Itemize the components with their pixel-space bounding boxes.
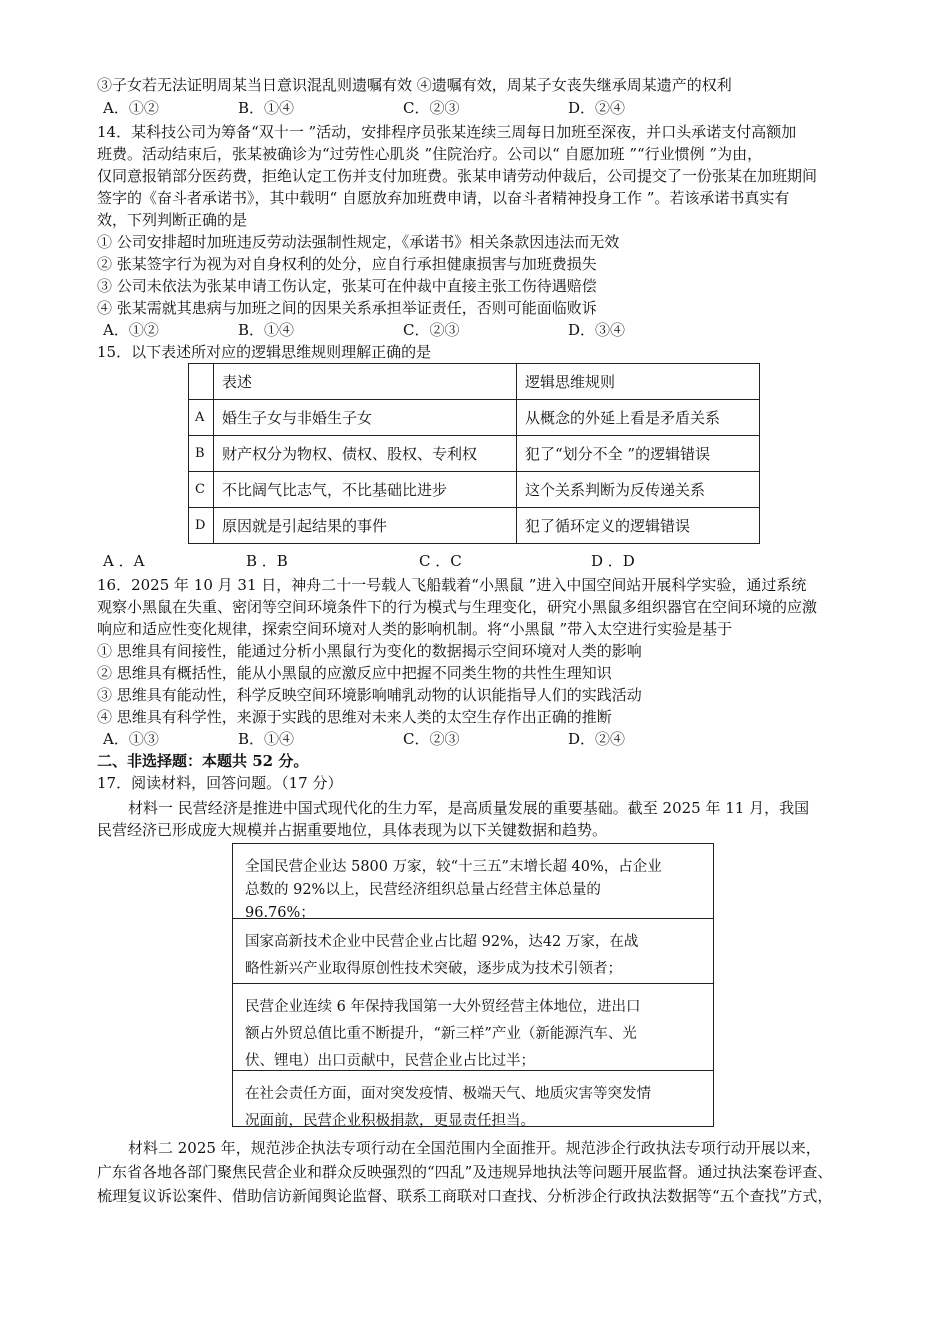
material2-line: 梳理复议诉讼案件、借助信访新闻舆论监督、联系工商联对口查找、分析涉企行政执法数据等“五个查找”方式， [97,1187,833,1205]
q13-item-line: ③子女若无法证明周某当日意识混乱则遗嘱有效 ④遗嘱有效，周某子女丧失继承周某遗产的权利 [97,76,732,94]
q14-item-4: ④ 张某需就其患病与加班之间的因果关系承担举证责任，否则可能面临败诉 [97,299,597,317]
q15-option-c: C ．C [419,552,462,570]
table-row [189,400,760,436]
table-row [189,472,760,508]
table-header-cell: 逻辑思维规则 [517,364,760,400]
data-box-line: 略性新兴产业取得原创性技术突破，逐步成为技术引领者； [245,961,622,977]
q17-stem: 17．阅读材料，回答问题。（17 分） [97,774,343,792]
q15-option-a: A ．A [103,552,145,570]
table-cell: 财产权分为物权、债权、股权、专利权 [214,436,517,472]
data-box [232,843,714,919]
material2-line: 广东省各地各部门聚焦民营企业和群众反映强烈的“四乱”及违规异地执法等问题开展监督。通过执法案卷评查、 [97,1163,833,1181]
q14-option-c: C．②③ [403,321,460,339]
table-cell: 从概念的外延上看是矛盾关系 [517,400,760,436]
q14-stem-line: 仅同意报销部分医药费，拒绝认定工伤并支付加班费。张某申请劳动仲裁后，公司提交了一份张某在加班期间 [97,167,818,185]
data-box-line: 国家高新技术企业中民营企业占比超 92%，达42 万家，在战 [245,934,639,950]
q16-item-3: ③ 思维具有能动性，科学反映空间环境影响哺乳动物的认识能指导人们的实践活动 [97,686,642,704]
q14-item-3: ③ 公司未依法为张某申请工伤认定，张某可在仲裁中直接主张工伤待遇赔偿 [97,277,597,295]
q14-stem-line: 效，下列判断正确的是 [97,211,248,229]
q15-stem: 15．以下表述所对应的逻辑思维规则理解正确的是 [97,343,432,361]
q14-item-2: ② 张某签字行为视为对自身权利的处分，应自行承担健康损害与加班费损失 [97,255,597,273]
data-box [232,918,714,984]
data-box-line: 况面前，民营企业积极捐款，更显责任担当。 [245,1113,535,1129]
q16-stem-line: 观察小黑鼠在失重、密闭等空间环境条件下的行为模式与生理变化，研究小黑鼠多组织器官在空间环境的应激 [97,598,818,616]
q16-item-4: ④ 思维具有科学性，来源于实践的思维对未来人类的太空生存作出正确的推断 [97,708,612,726]
q14-option-a: A．①② [103,321,159,339]
data-box-line: 96.76%； [245,905,315,921]
material1-line: 民营经济已形成庞大规模并占据重要地位，具体表现为以下关键数据和趋势。 [97,821,608,839]
table-cell: 不比阔气比志气，不比基础比进步 [214,472,517,508]
q13-option-a: A．①② [103,99,159,117]
q14-stem-line: 14．某科技公司为筹备“双十一 ”活动，安排程序员张某连续三周每日加班至深夜，并口头承诺支付高额加 [97,123,797,141]
q16-option-b: B．①④ [238,730,295,748]
data-box-line: 民营企业连续 6 年保持我国第一大外贸经营主体地位，进出口 [245,999,641,1015]
data-box [232,1070,714,1127]
q15-table [188,363,760,544]
table-row [189,508,760,544]
table-cell: C [189,472,214,508]
material2-line: 材料二 2025 年，规范涉企执法专项行动在全国范围内全面推开。规范涉企行政执法专项行动开展以来， [128,1139,821,1157]
data-box-line: 总数的 92%以上，民营经济组织总量占经营主体总量的 [245,882,601,898]
data-box-line: 额占外贸总值比重不断提升，“新三样”产业（新能源汽车、光 [245,1026,637,1042]
data-box [232,983,714,1071]
table-cell: 原因就是引起结果的事件 [214,508,517,544]
table-cell: 这个关系判断为反传递关系 [517,472,760,508]
section-title: 二、非选择题：本题共 52 分。 [97,752,309,770]
q15-option-b: B ．B [246,552,288,570]
table-cell: 犯了循环定义的逻辑错误 [517,508,760,544]
q14-option-b: B．①④ [238,321,295,339]
table-header-cell: 表述 [214,364,517,400]
q14-stem-line: 班费。活动结束后，张某被确诊为“过劳性心肌炎 ”住院治疗。公司以“ 自愿加班 ”“行业惯例 ”为由， [97,145,763,163]
data-box-line: 全国民营企业达 5800 万家，较“十三五”末增长超 40%，占企业 [245,859,662,875]
q14-option-d: D．③④ [568,321,626,339]
q15-option-d: D ．D [591,552,635,570]
table-cell: D [189,508,214,544]
q16-item-1: ① 思维具有间接性，能通过分析小黑鼠行为变化的数据揭示空间环境对人类的影响 [97,642,642,660]
table-cell: B [189,436,214,472]
q16-option-d: D．②④ [568,730,626,748]
q16-option-a: A．①③ [103,730,159,748]
q16-item-2: ② 思维具有概括性，能从小黑鼠的应激反应中把握不同类生物的共性生理知识 [97,664,612,682]
q14-item-1: ① 公司安排超时加班违反劳动法强制性规定，《承诺书》相关条款因违法而无效 [97,233,620,251]
data-box-line: 在社会责任方面，面对突发疫情、极端天气、地质灾害等突发情 [245,1086,651,1102]
q16-stem-line: 16．2025 年 10 月 31 日，神舟二十一号载人飞船载着“小黑鼠 ”进入中国空间站开展科学实验，通过系统 [97,576,807,594]
table-cell: 婚生子女与非婚生子女 [214,400,517,436]
q13-option-d: D．②④ [568,99,626,117]
q16-stem-line: 响应和适应性变化规律，探索空间环境对人类的影响机制。将“小黑鼠 ”带入太空进行实验是基于 [97,620,733,638]
table-cell: 犯了“划分不全 ”的逻辑错误 [517,436,760,472]
q13-option-b: B．①④ [238,99,295,117]
data-box-line: 伏、锂电）出口贡献中，民营企业占比过半； [245,1053,535,1069]
table-cell: A [189,400,214,436]
q14-stem-line: 签字的《奋斗者承诺书》，其中载明“ 自愿放弃加班费申请，以奋斗者精神投身工作 ”。若该承诺书真实有 [97,189,790,207]
table-row [189,436,760,472]
material1-line: 材料一 民营经济是推进中国式现代化的生力军，是高质量发展的重要基础。截至 2025 年 11 月，我国 [128,799,810,817]
table-header-cell [189,364,214,400]
q13-option-c: C．②③ [403,99,460,117]
table-header-row [189,364,760,400]
q16-option-c: C．②③ [403,730,460,748]
